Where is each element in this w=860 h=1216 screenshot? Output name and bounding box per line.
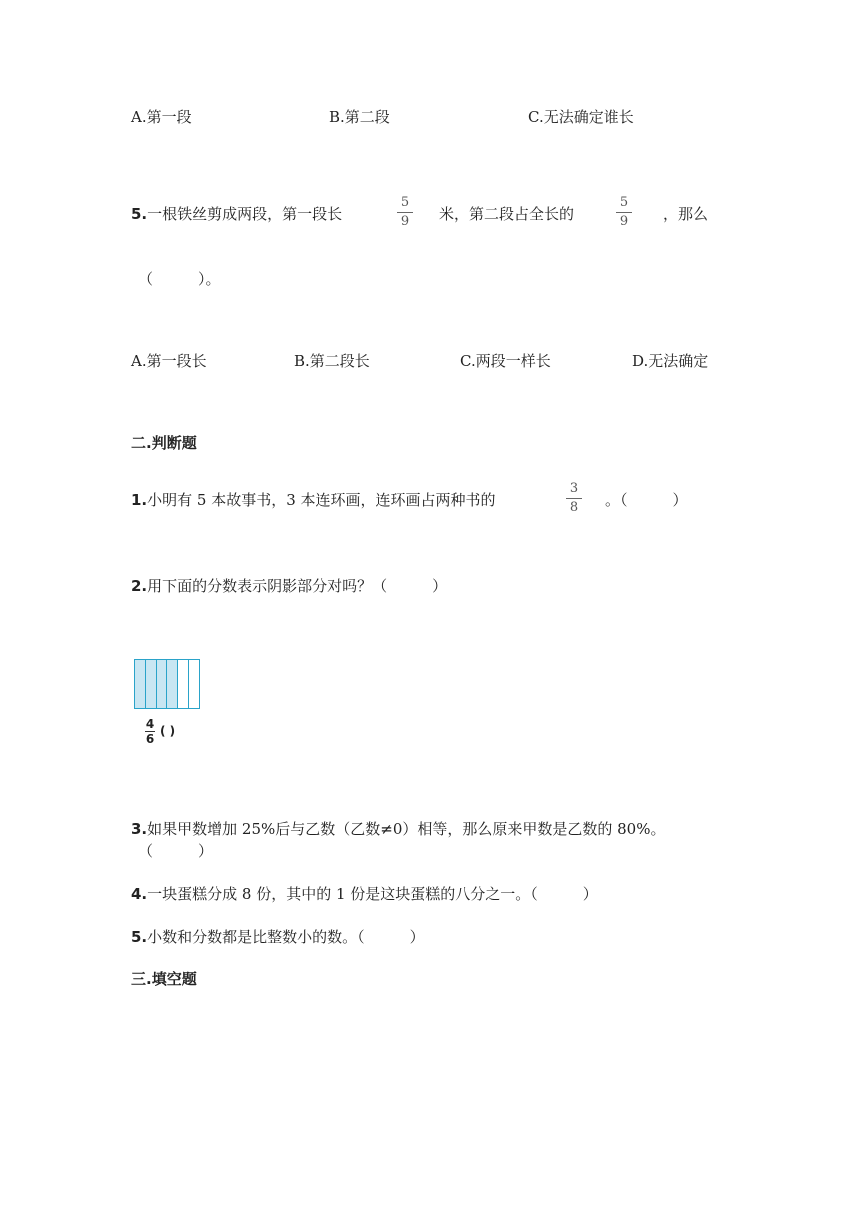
- q4-option-a: A.第一段: [131, 108, 192, 126]
- s2-q5-number: 5.: [131, 928, 148, 946]
- q5-frac1-numerator: 5: [400, 195, 410, 210]
- s2-q3-text: 如果甲数增加 25%后与乙数（乙数≠0）相等，那么原来甲数是乙数的 80%。: [147, 820, 666, 838]
- s2-q1-denominator: 8: [569, 500, 579, 515]
- s2-q2-text: 用下面的分数表示阴影部分对吗？（ ）: [147, 577, 448, 595]
- s2-q3: [131, 818, 665, 839]
- grid-cell-shaded: [157, 659, 168, 709]
- figure-frac-numerator: 4: [145, 717, 155, 731]
- s2-q1-number: 1.: [131, 491, 148, 509]
- q5-option-d: D.无法确定: [632, 352, 709, 370]
- figure-answer-paren[interactable]: ( ): [160, 724, 176, 738]
- q5-fraction-2: [616, 196, 632, 229]
- s2-q4: [131, 883, 598, 904]
- fraction-bar: [616, 212, 632, 213]
- s2-q1-fraction: [566, 482, 582, 515]
- grid-cell-shaded: [134, 659, 146, 709]
- q5-option-a: A.第一段长: [131, 352, 207, 370]
- section2-heading: 二.判断题: [131, 434, 197, 452]
- q5-fraction-1: [397, 196, 413, 229]
- q5-option-c: C.两段一样长: [460, 352, 551, 370]
- s2-q3-answer-blank[interactable]: （ ）: [138, 842, 214, 860]
- section3-heading: 三.填空题: [131, 970, 197, 988]
- q4-option-c: C.无法确定谁长: [528, 108, 634, 126]
- s2-q4-number: 4.: [131, 885, 148, 903]
- s2-q2: [131, 575, 447, 596]
- q5-text-b: 米，第二段占全长的: [439, 205, 575, 223]
- q4-option-b: B.第二段: [329, 108, 390, 126]
- q5-text-a: 一根铁丝剪成两段，第一段长: [147, 205, 343, 223]
- s2-q1-numerator: 3: [569, 481, 579, 496]
- figure-frac-denominator: 6: [145, 732, 155, 746]
- grid-cell-shaded: [146, 659, 157, 709]
- fraction-bar: [397, 212, 413, 213]
- s2-q1-text: 小明有 5 本故事书，3 本连环画，连环画占两种书的: [147, 491, 496, 509]
- grid-cell-empty: [178, 659, 189, 709]
- s2-q2-number: 2.: [131, 577, 148, 595]
- s2-q1-tail[interactable]: 。（ ）: [605, 491, 688, 509]
- s2-q5: [131, 926, 425, 947]
- fraction-grid-figure: [134, 659, 200, 709]
- fraction-bar: [566, 498, 582, 499]
- s2-q3-number: 3.: [131, 820, 148, 838]
- q5-answer-blank[interactable]: （ ）。: [138, 270, 221, 288]
- q5-frac1-denominator: 9: [400, 214, 410, 229]
- s2-q4-text: 一块蛋糕分成 8 份，其中的 1 份是这块蛋糕的八分之一。（ ）: [147, 885, 598, 903]
- q5-frac2-numerator: 5: [619, 195, 629, 210]
- q5-option-b: B.第二段长: [294, 352, 370, 370]
- q5-text-c: ，那么: [663, 205, 709, 223]
- q5-question: [131, 203, 342, 224]
- q5-frac2-denominator: 9: [619, 214, 629, 229]
- s2-q1: [131, 489, 496, 510]
- q5-number: 5.: [131, 205, 148, 223]
- grid-cell-shaded: [167, 659, 178, 709]
- s2-q5-text: 小数和分数都是比整数小的数。（ ）: [147, 928, 425, 946]
- grid-cell-empty: [189, 659, 200, 709]
- figure-fraction-label: [145, 718, 155, 745]
